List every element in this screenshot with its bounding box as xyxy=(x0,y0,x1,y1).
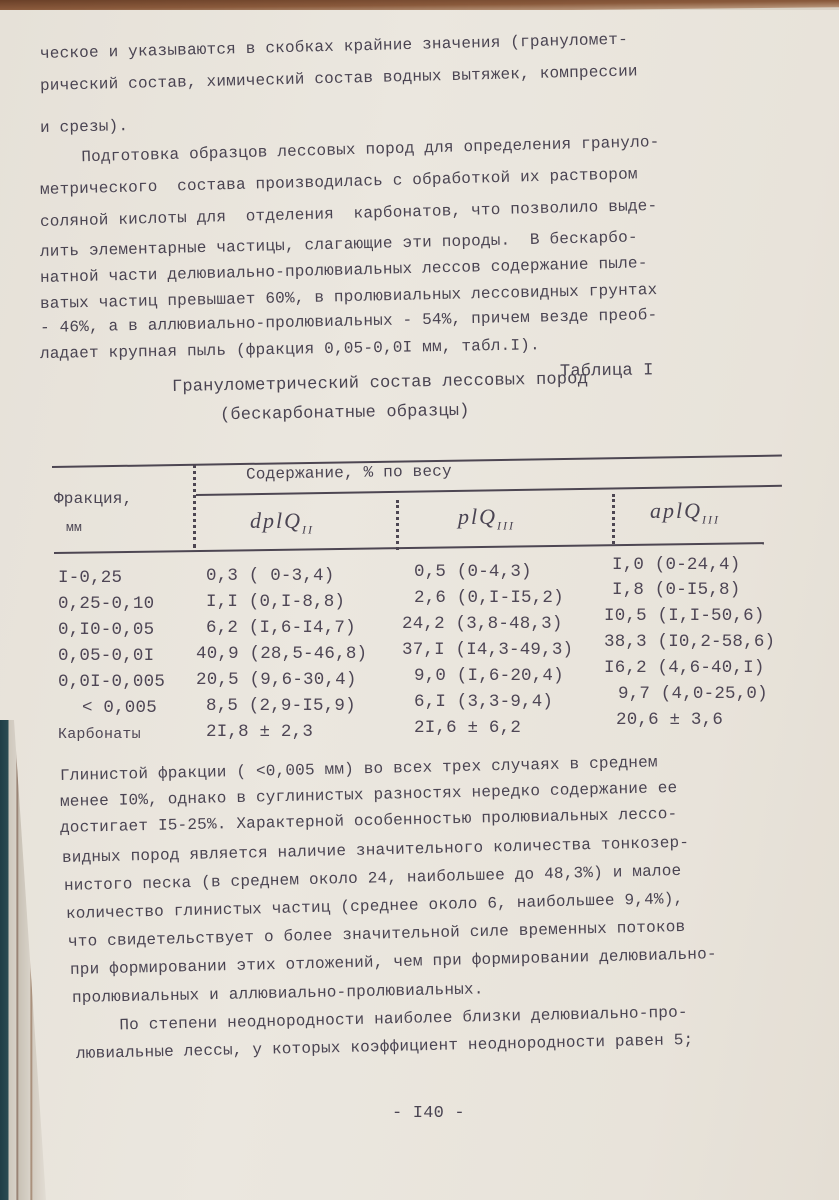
cell-fraction: < 0,005 xyxy=(82,698,157,718)
column-subscript: III xyxy=(702,512,720,527)
cell-aplQIII: I0,5 (I,I-50,6) xyxy=(604,606,765,626)
text-line: лить элементарные частицы, слагающие эти породы. В бескарбо- xyxy=(39,228,638,261)
text-line: менее I0%, однако в суглинистых разностях нередко содержание ее xyxy=(59,778,678,811)
cell-fraction: 0,0I-0,005 xyxy=(58,672,166,692)
table-header-bottom-rule xyxy=(54,542,764,554)
text-line: ладает крупная пыль (фракция 0,05-0,0I мм, табл.I). xyxy=(39,336,540,363)
text-line: метрического состава производилась с обработкой их раствором xyxy=(39,165,638,199)
cell-dplQII: 40,9 (28,5-46,8) xyxy=(196,644,368,664)
text-line: и срезы). xyxy=(39,117,129,137)
text-line: - 46%, а в аллювиально-пролювиальных - 54%, причем везде преоб- xyxy=(39,306,658,337)
column-separator xyxy=(612,494,615,544)
column-separator xyxy=(396,500,399,550)
cell-plQIII: 37,I (I4,3-49,3) xyxy=(402,640,574,660)
table-title: Гранулометрический состав лессовых пород xyxy=(171,370,589,397)
text-line: По степени неоднородности наиболее близки делювиально-про- xyxy=(89,1003,688,1035)
cell-fraction: I-0,25 xyxy=(58,568,123,588)
text-line: нистого песка (в среднем около 24, наибольшее до 48,3%) и малое xyxy=(63,861,682,895)
header-fraction-label: Фракция, xyxy=(54,490,133,508)
text-line: рический состав, химический состав водных вытяжек, компрессии xyxy=(39,62,638,95)
header-column-plQIII xyxy=(458,504,515,533)
text-line: достигает I5-25%. Характерной особенностью пролювиальных лессо- xyxy=(59,804,678,837)
column-base-label: aplQ xyxy=(650,498,702,523)
cell-dplQII: 2I,8 ± 2,3 xyxy=(206,722,314,742)
text-line: натной части делювиально-пролювиальных лессов содержание пыле- xyxy=(39,254,648,287)
text-line: видных пород является наличие значительного количества тонкозер- xyxy=(61,833,690,867)
cell-aplQIII: I,0 (0-24,4) xyxy=(612,555,741,575)
cell-dplQII: I,I (0,I-8,8) xyxy=(206,592,346,612)
text-line: ватых частиц превышает 60%, в пролювиальных лессовидных грунтах xyxy=(39,280,658,313)
text-line: при формировании этих отложений, чем при формировании делювиально- xyxy=(69,945,717,979)
table-subheader-rule xyxy=(196,485,782,496)
table-label: Таблица I xyxy=(559,361,654,382)
cell-dplQII: 6,2 (I,6-I4,7) xyxy=(206,618,356,638)
text-line: ческое и указываются в скобках крайние значения (грануломет- xyxy=(39,30,629,63)
column-base-label: dplQ xyxy=(250,508,302,533)
text-line: соляной кислоты для отделения карбонатов, что позволило выде- xyxy=(39,196,658,231)
cell-dplQII: 20,5 (9,6-30,4) xyxy=(196,670,357,690)
cell-aplQIII: 38,3 (I0,2-58,6) xyxy=(604,632,776,652)
cell-fraction: 0,05-0,0I xyxy=(58,646,155,666)
cell-plQIII: 2I,6 ± 6,2 xyxy=(414,718,522,738)
cell-plQIII: 0,5 (0-4,3) xyxy=(414,562,532,582)
cell-fraction: 0,25-0,10 xyxy=(58,594,155,614)
table-subtitle: (бескарбонатные образцы) xyxy=(219,401,470,426)
cell-dplQII: 8,5 (2,9-I5,9) xyxy=(206,696,356,716)
cell-plQIII: 24,2 (3,8-48,3) xyxy=(402,614,563,634)
column-subscript: II xyxy=(302,522,314,537)
header-column-aplQIII xyxy=(650,498,720,527)
cell-aplQIII: I,8 (0-I5,8) xyxy=(612,580,741,600)
header-content-label: Содержание, % по весу xyxy=(245,462,452,484)
cell-fraction: 0,I0-0,05 xyxy=(58,620,155,640)
page-number: - I40 - xyxy=(392,1104,465,1123)
header-column-dplQII xyxy=(250,508,314,537)
cell-aplQIII: I6,2 (4,6-40,I) xyxy=(604,658,765,678)
cell-aplQIII: 20,6 ± 3,6 xyxy=(616,710,724,730)
cell-dplQII: 0,3 ( 0-3,4) xyxy=(206,566,335,586)
text-line: Подготовка образцов лессовых пород для определения грануло- xyxy=(51,133,660,167)
column-base-label: plQ xyxy=(458,504,497,529)
text-line: количество глинистых частиц (среднее около 6, наибольшее 9,4%), xyxy=(65,889,684,923)
text-line: пролювиальных и аллювиально-пролювиальных. xyxy=(71,980,484,1007)
cell-plQIII: 9,0 (I,6-20,4) xyxy=(414,666,564,686)
cell-fraction: Карбонаты xyxy=(58,726,141,743)
cell-plQIII: 2,6 (0,I-I5,2) xyxy=(414,588,564,608)
cell-aplQIII: 9,7 (4,0-25,0) xyxy=(618,684,768,704)
text-line: лювиальные лессы, у которых коэффициент неоднородности равен 5; xyxy=(75,1030,694,1063)
column-separator xyxy=(193,464,196,548)
text-line: Глинистой фракции ( <0,005 мм) во всех трех случаях в среднем xyxy=(59,753,658,785)
header-fraction-unit: мм xyxy=(66,520,83,535)
text-line: что свидетельствует о более значительной силе временных потоков xyxy=(67,917,686,951)
cell-plQIII: 6,I (3,3-9,4) xyxy=(414,692,554,712)
column-subscript: III xyxy=(497,518,515,533)
